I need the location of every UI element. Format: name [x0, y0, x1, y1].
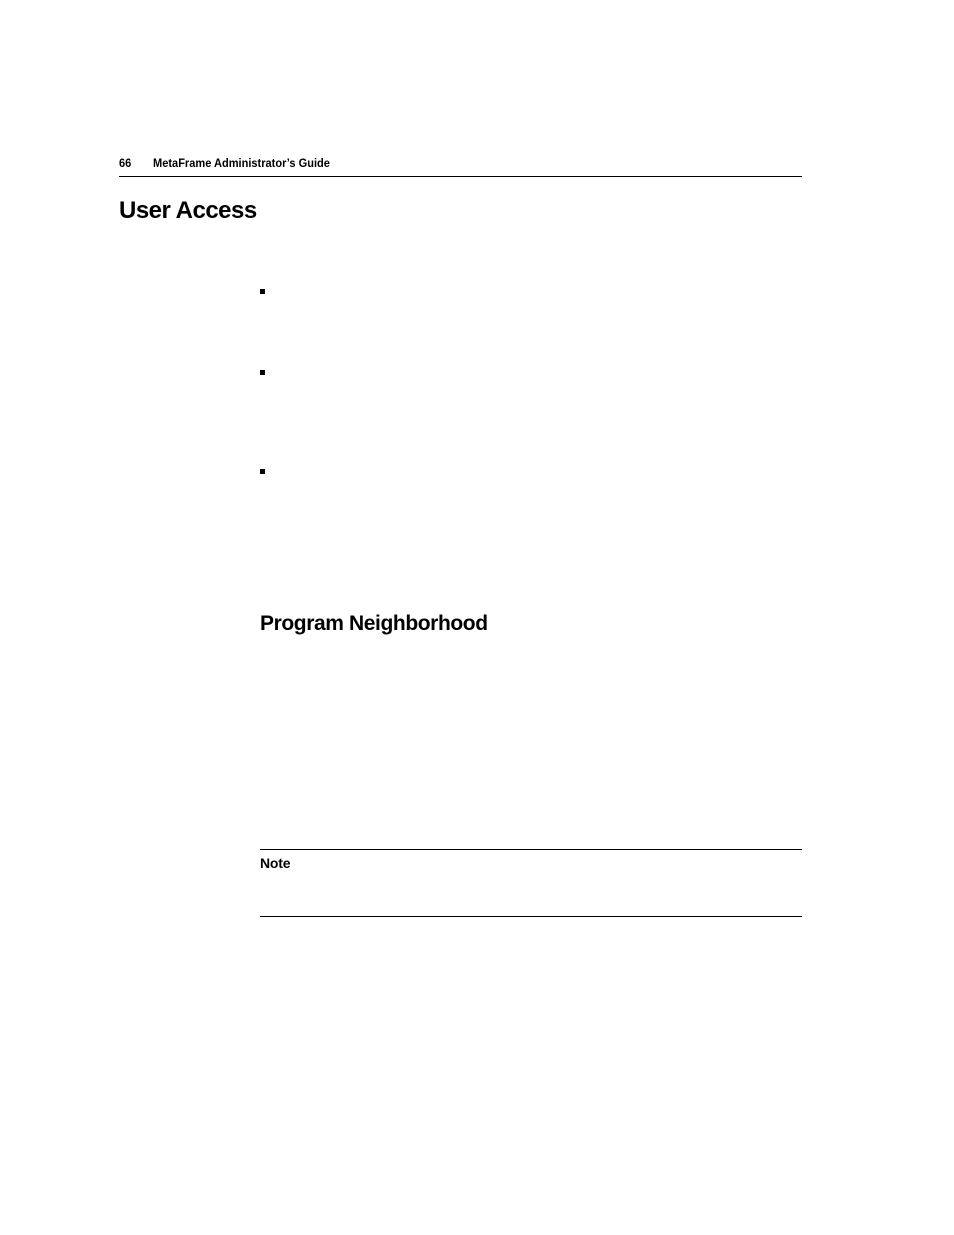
header-rule	[119, 176, 802, 177]
note-rule-top	[260, 849, 802, 850]
subsection-title: Program Neighborhood	[260, 612, 488, 635]
page-header	[119, 154, 747, 177]
note-rule-bottom	[260, 916, 802, 917]
bullet-marker	[260, 370, 265, 375]
bullet-marker	[260, 469, 265, 474]
bullet-marker	[260, 289, 265, 294]
running-title: MetaFrame Administrator’s Guide	[153, 156, 330, 170]
page-number: 66	[119, 156, 132, 170]
note-label: Note	[260, 855, 291, 871]
section-title: User Access	[119, 197, 257, 224]
